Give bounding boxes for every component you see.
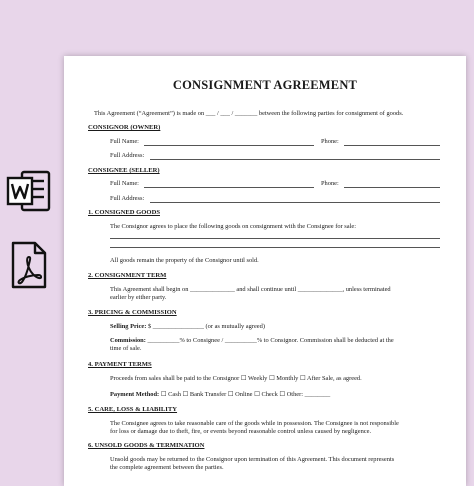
consignee-address-field[interactable]: [150, 202, 440, 203]
consignor-name-label: Full Name:: [110, 138, 139, 145]
section-2-heading: 2. CONSIGNMENT TERM: [88, 272, 167, 279]
commission-text: __________% to Consignee / __________% to Consignor. Commission shall be deducted at the: [147, 337, 394, 344]
pdf-document-icon: [10, 240, 48, 290]
word-document-icon: [6, 168, 52, 214]
consignee-phone-label: Phone:: [321, 180, 339, 187]
section-1-note: All goods remain the property of the Consignor until sold.: [110, 257, 259, 264]
consignee-name-field[interactable]: [144, 187, 314, 188]
section-4-heading: 4. PAYMENT TERMS: [88, 361, 152, 368]
consignee-phone-field[interactable]: [344, 187, 440, 188]
section-6-heading: 6. UNSOLD GOODS & TERMINATION: [88, 442, 205, 449]
section-1-heading: 1. CONSIGNED GOODS: [88, 209, 160, 216]
consignor-name-field[interactable]: [144, 145, 314, 146]
payment-method-label: Payment Method:: [110, 391, 160, 398]
agreement-page: [64, 56, 466, 486]
section-2-line-1: This Agreement shall begin on ______________ and shall continue until ______________, unless terminated: [110, 286, 391, 293]
selling-price-label: Selling Price:: [110, 323, 147, 330]
payment-method-options: ☐ Cash ☐ Bank Transfer ☐ Online ☐ Check ☐ Other: ________: [160, 391, 331, 398]
intro-text: This Agreement (“Agreement”) is made on ___ / ___ / _______ between the following parties for consignment of goods.: [94, 110, 404, 117]
goods-line-2[interactable]: [110, 247, 440, 248]
section-5-line-2: for loss or damage due to theft, fire, or events beyond reasonable control unless caused by negligence.: [110, 428, 372, 435]
consignor-address-field[interactable]: [150, 159, 440, 160]
document-title: CONSIGNMENT AGREEMENT: [172, 78, 358, 92]
commission-label: Commission:: [110, 337, 146, 344]
section-5-line-1: The Consignee agrees to take reasonable care of the goods while in possession. The Consignee is not responsible: [110, 420, 399, 427]
consignee-name-label: Full Name:: [110, 180, 139, 187]
payment-frequency-text: Proceeds from sales shall be paid to the Consignor ☐ Weekly ☐ Monthly ☐ After Sale, as agreed.: [110, 375, 362, 382]
section-6-line-1: Unsold goods may be returned to the Consignor upon termination of this Agreement. This document represents: [110, 456, 395, 463]
consignor-address-label: Full Address:: [110, 152, 145, 159]
consignor-phone-field[interactable]: [344, 145, 440, 146]
section-3-heading: 3. PRICING & COMMISSION: [88, 309, 177, 316]
consignor-heading: CONSIGNOR (OWNER): [88, 124, 161, 131]
commission-text-2: time of sale.: [110, 345, 142, 352]
section-5-heading: 5. CARE, LOSS & LIABILITY: [88, 406, 178, 413]
consignee-heading: CONSIGNEE (SELLER): [88, 167, 160, 174]
section-2-line-2: earlier by either party.: [110, 294, 167, 301]
consignor-phone-label: Phone:: [321, 138, 339, 145]
consignee-address-label: Full Address:: [110, 195, 145, 202]
section-6-line-2: the complete agreement between the parties.: [110, 464, 224, 471]
selling-price-text: $ ________________ (or as mutually agreed): [148, 323, 265, 330]
goods-line-1[interactable]: [110, 238, 440, 239]
section-1-text: The Consignor agrees to place the following goods on consignment with the Consignee for sale:: [110, 223, 356, 230]
